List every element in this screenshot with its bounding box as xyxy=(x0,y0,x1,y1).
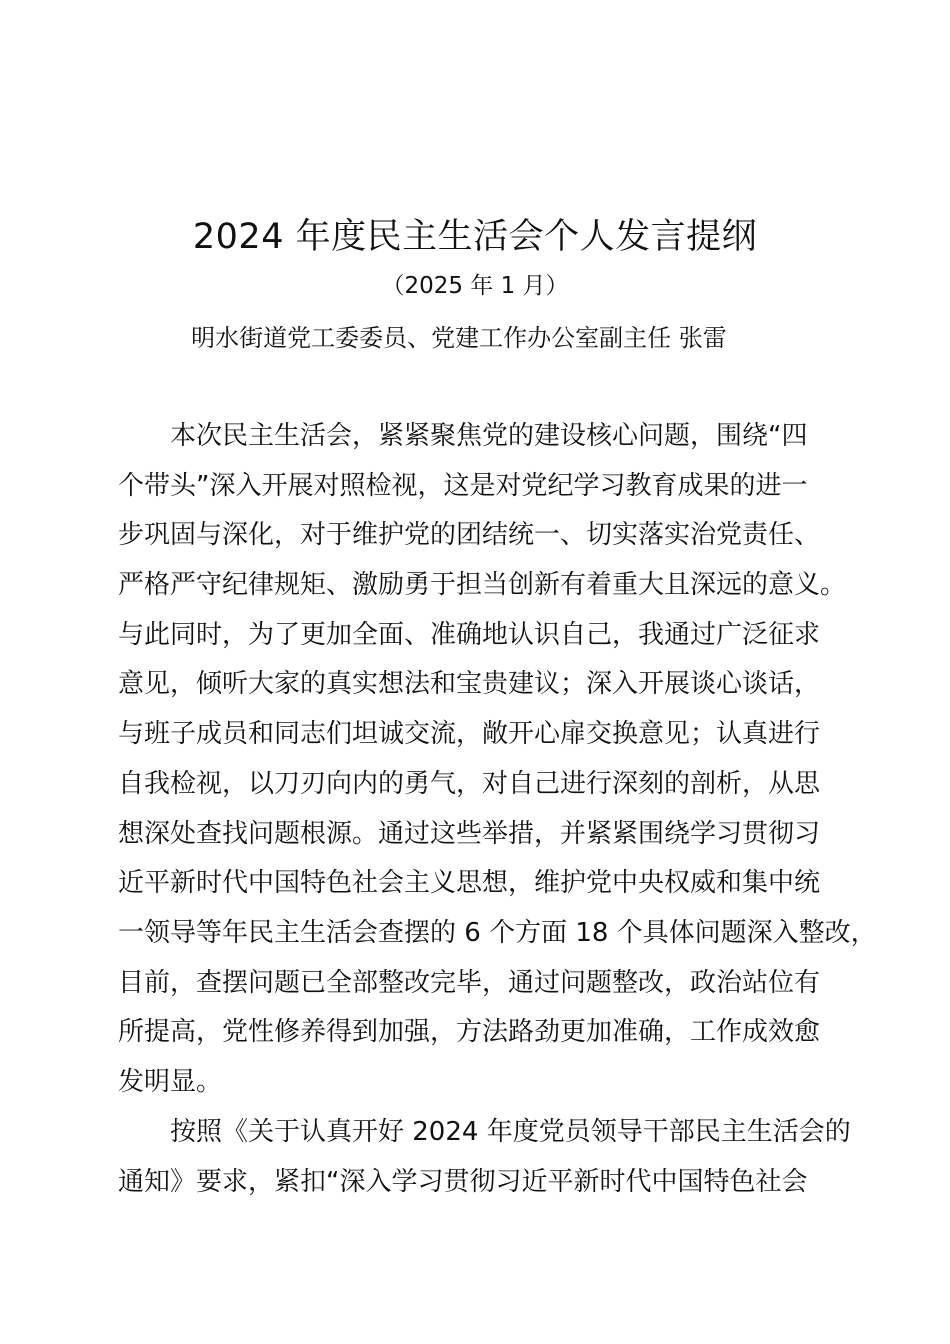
paragraph-line: 严格严守纪律规矩、激励勇于担当创新有着重大且深远的意义。 xyxy=(118,570,847,601)
paragraph-line: 所提高，党性修养得到加强，方法路劲更加准确，工作成效愈 xyxy=(118,1017,821,1048)
paragraph-line: 意见，倾听大家的真实想法和宝贵建议；深入开展谈心谈话， xyxy=(118,669,821,700)
paragraph-line: 与此同时，为了更加全面、准确地认识自己，我通过广泛征求 xyxy=(118,619,821,650)
paragraph-line: 自我检视，以刀刃向内的勇气，对自己进行深刻的剖析，从思 xyxy=(118,768,821,799)
document-author: 明水街道党工委委员、党建工作办公室副主任 张雷 xyxy=(191,324,727,352)
paragraph-line: 与班子成员和同志们坦诚交流，敞开心扉交换意见；认真进行 xyxy=(118,719,821,750)
paragraph-line: 想深处查找问题根源。通过这些举措，并紧紧围绕学习贯彻习 xyxy=(118,818,821,849)
document-title: 2024 年度民主生活会个人发言提纲 xyxy=(192,217,758,257)
body-paragraph xyxy=(118,412,877,1108)
paragraph-line: 个带头”深入开展对照检视，这是对党纪学习教育成果的进一 xyxy=(118,470,808,501)
paragraph-line: 发明显。 xyxy=(118,1066,223,1097)
paragraph-line: 目前，查摆问题已全部整改完毕，通过问题整改，政治站位有 xyxy=(118,967,821,998)
paragraph-line: 近平新时代中国特色社会主义思想，维护党中央权威和集中统 xyxy=(118,868,821,899)
body-paragraph xyxy=(118,1108,858,1207)
paragraph-line: 通知》要求，紧扣“深入学习贯彻习近平新时代中国特色社会 xyxy=(118,1166,808,1197)
paragraph-line: 一领导等年民主生活会查摆的 6 个方面 18 个具体问题深入整改， xyxy=(118,917,877,948)
paragraph-line: 步巩固与深化，对于维护党的团结统一、切实落实治党责任、 xyxy=(118,520,821,551)
document-date: （2025 年 1 月） xyxy=(381,273,569,299)
paragraph-line: 按照《关于认真开好 2024 年度党员领导干部民主生活会的 xyxy=(170,1117,851,1147)
paragraph-line: 本次民主生活会，紧紧聚焦党的建设核心问题，围绕“四 xyxy=(170,421,808,451)
